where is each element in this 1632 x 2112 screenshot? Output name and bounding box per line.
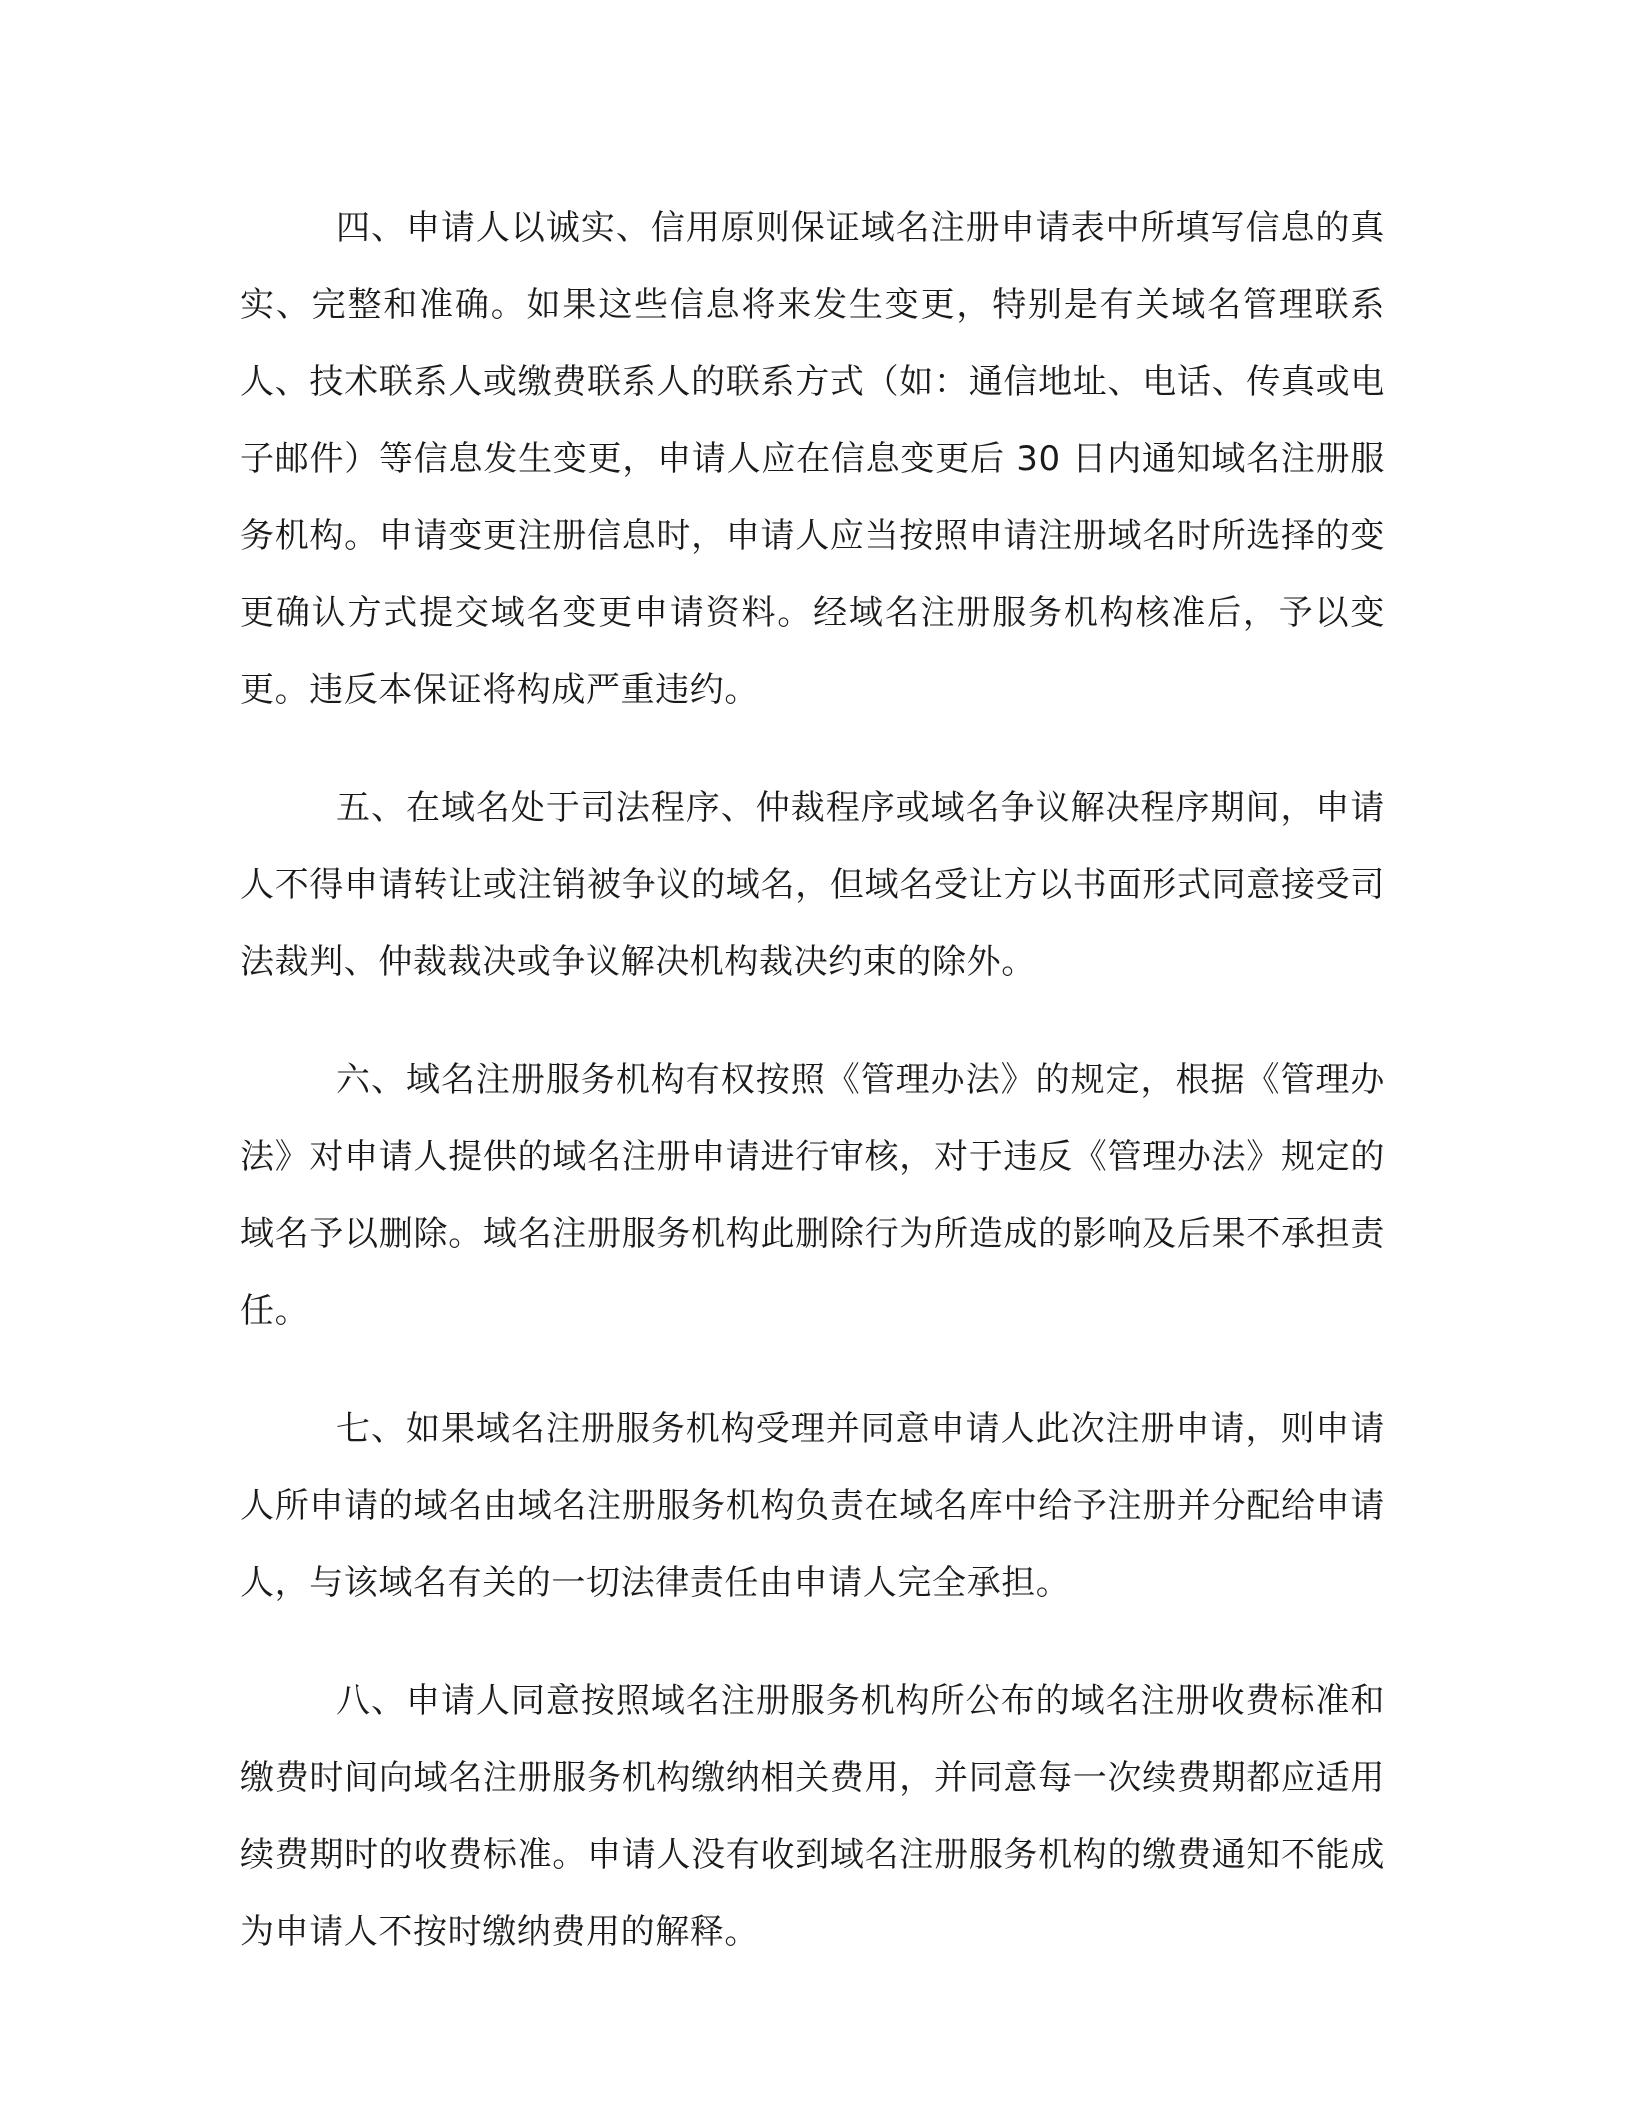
document-body [240, 190, 1385, 1971]
clause-5-paragraph: 五、在域名处于司法程序、仲裁程序或域名争议解决程序期间，申请人不得申请转让或注销被争议的域名，但域名受让方以书面形式同意接受司法裁判、仲裁裁决或争议解决机构裁决约束的除外。 [240, 788, 1385, 982]
clause-8-paragraph: 八、申请人同意按照域名注册服务机构所公布的域名注册收费标准和缴费时间向域名注册服务机构缴纳相关费用，并同意每一次续费期都应适用续费期时的收费标准。申请人没有收到域名注册服务机构的缴费通知不能成为申请人不按时缴纳费用的解释。 [240, 1681, 1385, 1952]
clause-6-paragraph: 六、域名注册服务机构有权按照《管理办法》的规定，根据《管理办法》对申请人提供的域名注册申请进行审核，对于违反《管理办法》规定的域名予以删除。域名注册服务机构此删除行为所造成的影响及后果不承担责任。 [240, 1060, 1385, 1331]
clause-4-paragraph: 四、申请人以诚实、信用原则保证域名注册申请表中所填写信息的真实、完整和准确。如果这些信息将来发生变更，特别是有关域名管理联系人、技术联系人或缴费联系人的联系方式（如：通信地址、电话、传真或电子邮件）等信息发生变更，申请人应在信息变更后 30 日内通知域名注册服务机构。申请变更注册信息时，申请人应当按照申请注册域名时所选择的变更确认方式提交域名变更申请资料。经域名注册服务机构核准后，予以变更。违反本保证将构成严重违约。 [240, 208, 1385, 710]
clause-7-paragraph: 七、如果域名注册服务机构受理并同意申请人此次注册申请，则申请人所申请的域名由域名注册服务机构负责在域名库中给予注册并分配给申请人，与该域名有关的一切法律责任由申请人完全承担。 [240, 1409, 1385, 1603]
